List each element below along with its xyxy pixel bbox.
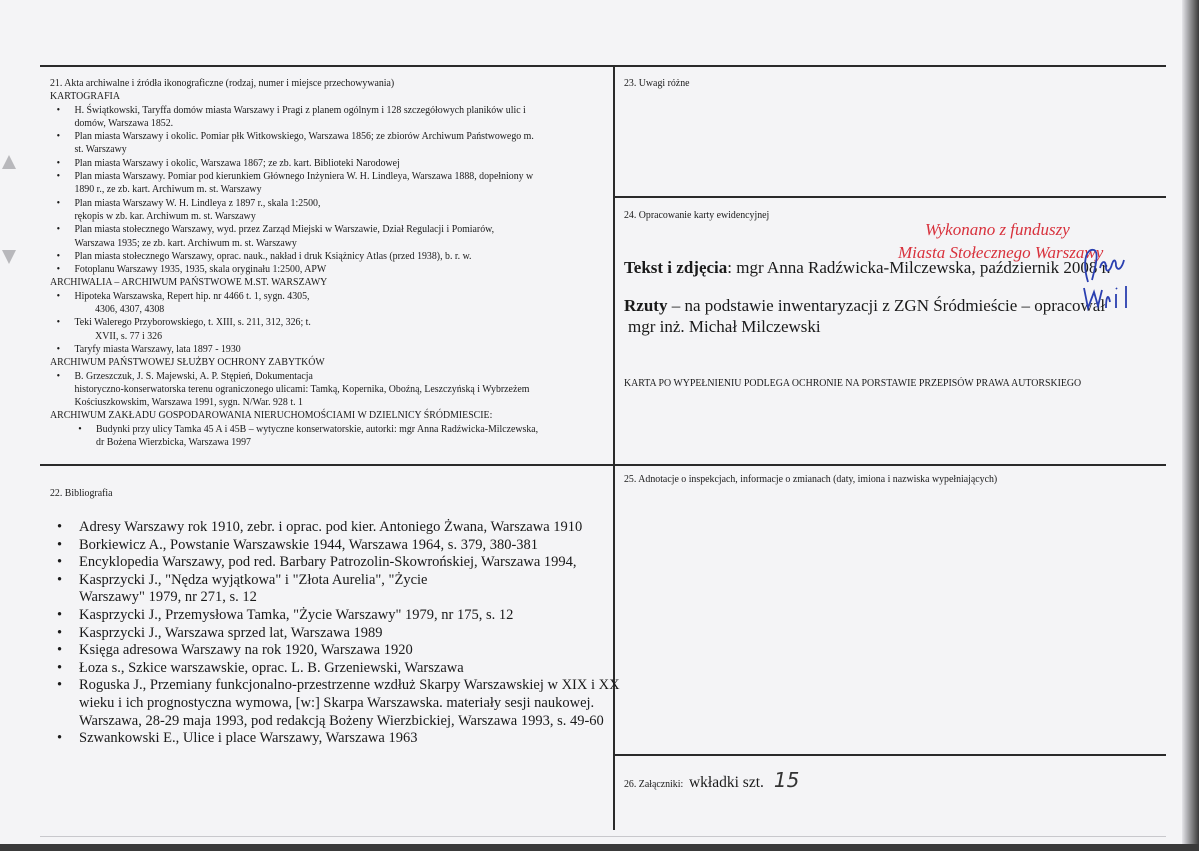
- kartografia-item-line: • Plan miasta stołecznego Warszawy, oprac. nauk., nakład i druk Książnicy Atlas (przed 1938), b. r. w.: [74, 250, 472, 262]
- kartografia-item-line: • Plan miasta Warszawy i okolic. Pomiar płk Witkowskiego, Warszawa 1856; ze zbiorów Archiwum Państwowego m.: [74, 131, 534, 143]
- bibliography-item: [41, 519, 620, 537]
- handwritten-count: 15: [773, 768, 800, 792]
- kartografia-item-line: • Fotoplanu Warszawy 1935, 1935, skala oryginału 1:2500, APW: [74, 264, 327, 276]
- kartografia-item-line: 1890 r., ze zb. kart. Archiwum m. st. Warszawy: [74, 184, 262, 196]
- kartografia-item-line: • Plan miasta Warszawy i okolic, Warszawa 1867; ze zb. kart. Biblioteki Narodowej: [74, 157, 400, 169]
- kartografia-item-line: • H. Świątkowski, Taryffa domów miasta Warszawy i Pragi z planem ogólnym i 128 szczegółowych planików ulic i: [74, 104, 526, 116]
- bibliography-item: [41, 625, 620, 643]
- bibliography-item: [41, 572, 620, 607]
- kartografia-item: [50, 170, 538, 197]
- psoz-item-line: • B. Grzeszczuk, J. S. Majewski, A. P. Stępień, Dokumentacja: [74, 370, 313, 382]
- bibliography-item: [41, 660, 620, 678]
- rzuty-value: – na podstawie inwentaryzacji z ZGN Śródmieście – opracował: [667, 296, 1106, 315]
- archiwalia-list: [50, 290, 538, 356]
- bibliography-item-line: • Encyklopedia Warszawy, pod red. Barbary Patrozolin-Skowrońskiej, Warszawa 1994,: [79, 554, 577, 571]
- scan-edge-bottom: [0, 844, 1199, 851]
- scan-edge-right: [1182, 0, 1199, 851]
- kartografia-item-line: • Plan miasta stołecznego Warszawy, wyd. przez Zarząd Miejski w Warszawie, Dział Regulacji i Pomiarów,: [74, 224, 495, 236]
- bibliography-item-line: • Kasprzycki J., "Nędza wyjątkowa" i "Złota Aurelia", "Życie: [79, 571, 428, 588]
- punch-mark: [2, 250, 16, 264]
- rzuty-label: Rzuty: [624, 296, 668, 315]
- bibliography-item-line: • Kasprzycki J., Warszawa sprzed lat, Warszawa 1989: [79, 624, 383, 641]
- section-26-title: 26. Załączniki:: [624, 779, 684, 790]
- bibliography-item-line: • Adresy Warszawy rok 1910, zebr. i oprac. pod kier. Antoniego Żwana, Warszawa 1910: [79, 519, 583, 535]
- kartografia-item: [50, 250, 538, 263]
- text-label: Tekst i zdjęcia: [624, 258, 728, 277]
- bibliography-item-line: Warszawy" 1979, nr 271, s. 12: [79, 589, 257, 606]
- funding-stamp-line1: Wykonano z funduszy: [925, 220, 1070, 239]
- psoz-item-line: historyczno-konserwatorska terenu ograniczonego ulicami: Tamką, Kopernika, Oboźną, Leszczyńską i Wybrzeżem: [74, 383, 530, 395]
- section-21: [50, 77, 538, 449]
- row-divider-left: [40, 464, 1166, 466]
- bibliography-list: [41, 519, 620, 748]
- bibliography-item: [41, 537, 620, 555]
- psoz-list: [50, 370, 538, 410]
- table-top-border: [40, 65, 1166, 67]
- bibliography-item-line: • Księga adresowa Warszawy na rok 1920, Warszawa 1920: [79, 642, 413, 659]
- attachments-value: wkładki szt.: [688, 774, 764, 791]
- section-22-title: 22. Bibliografia: [50, 488, 113, 499]
- row-divider-25-26: [614, 754, 1166, 756]
- bibliography-item-line: Warszawa, 28-29 maja 1993, pod redakcją Bożeny Wierzbickiej, Warszawa 1993, s. 49-60: [79, 712, 604, 729]
- archiwalia-item-line: • Hipoteka Warszawska, Repert hip. nr 4466 t. 1, sygn. 4305,: [74, 290, 310, 302]
- zgn-heading: ARCHIWUM ZAKŁADU GOSPODAROWANIA NIERUCHOMOŚCIAMI W DZIELNICY ŚRÓDMIESCIE:: [50, 410, 493, 422]
- section-23-title: 23. Uwagi różne: [624, 78, 690, 89]
- psoz-item-line: Kościuszkowskim, Warszawa 1991, sygn. N/War. 928 t. 1: [74, 397, 303, 409]
- text-and-photos-credit: [624, 258, 1111, 278]
- zgn-item: [50, 423, 538, 450]
- zgn-item-line: • Budynki przy ulicy Tamka 45 A i 45B – wytyczne konserwatorskie, autorki: mgr Anna Radźwicka-Milczewska,: [96, 423, 539, 435]
- kartografia-item: [50, 223, 538, 250]
- table-bottom-faint: [40, 836, 1166, 837]
- kartografia-item: [50, 263, 538, 276]
- signature: [1080, 242, 1140, 312]
- bibliography-item-line: • Szwankowski E., Ulice i place Warszawy, Warszawa 1963: [79, 730, 418, 747]
- bibliography-item-line: • Borkiewicz A., Powstanie Warszawskie 1944, Warszawa 1964, s. 379, 380-381: [79, 536, 539, 553]
- kartografia-item-line: • Plan miasta Warszawy. Pomiar pod kierunkiem Głównego Inżyniera W. H. Lindleya, Warszawa 1888, dopełniony w: [74, 171, 534, 183]
- archiwalia-item-line: XVII, s. 77 i 326: [95, 330, 163, 342]
- kartografia-item-line: Warszawa 1935; ze zb. kart. Archiwum m. st. Warszawy: [74, 237, 297, 249]
- rzuty-author: mgr inż. Michał Milczewski: [628, 317, 821, 336]
- kartografia-item-line: st. Warszawy: [74, 144, 127, 156]
- archiwalia-item: [50, 290, 538, 317]
- kartografia-item-line: rękopis w zb. kar. Archiwum m. st. Warszawy: [74, 210, 256, 222]
- archiwalia-item-line: • Teki Walerego Przyborowskiego, t. XIII, s. 211, 312, 326; t.: [74, 317, 311, 329]
- bibliography-item: [41, 607, 620, 625]
- archiwalia-item: [50, 316, 538, 343]
- bibliography-item-line: • Kasprzycki J., Przemysłowa Tamka, "Życie Warszawy" 1979, nr 175, s. 12: [79, 606, 514, 623]
- section-26: [624, 768, 799, 792]
- psoz-item: [50, 370, 538, 410]
- kartografia-item: [50, 197, 538, 224]
- archiwalia-item-line: 4306, 4307, 4308: [95, 304, 165, 316]
- punch-mark: [2, 155, 16, 169]
- zgn-list: [50, 423, 538, 450]
- archiwalia-item-line: • Taryfy miasta Warszawy, lata 1897 - 1930: [74, 343, 241, 355]
- section-24-title: 24. Opracowanie karty ewidencyjnej: [624, 210, 770, 221]
- bibliography-item-line: • Łoza s., Szkice warszawskie, oprac. L. B. Grzeniewski, Warszawa: [79, 659, 464, 676]
- text-value: : mgr Anna Radźwicka-Milczewska, październik 2008 r.: [727, 258, 1111, 277]
- kartografia-item-line: • Plan miasta Warszawy W. H. Lindleya z 1897 r., skala 1:2500,: [74, 197, 321, 209]
- section-21-title: 21. Akta archiwalne i źródła ikonograficzne (rodzaj, numer i miejsce przechowywania): [50, 78, 395, 89]
- drawings-credit: [624, 295, 1105, 337]
- kartografia-item: [50, 157, 538, 170]
- funding-stamp-line2: Miasta Stołecznego Warszawy: [898, 243, 1104, 262]
- bibliography-item: [41, 554, 620, 572]
- kartografia-list: [50, 104, 538, 277]
- archiwalia-item: [50, 343, 538, 356]
- kartografia-item-line: domów, Warszawa 1852.: [74, 117, 174, 129]
- psoz-heading: ARCHIWUM PAŃSTWOWEJ SŁUŻBY OCHRONY ZABYTKÓW: [50, 357, 325, 369]
- row-divider-23-24: [614, 196, 1166, 198]
- kartografia-item: [50, 130, 538, 157]
- bibliography-item: [41, 642, 620, 660]
- bibliography-item: [41, 677, 620, 730]
- archiwalia-heading: ARCHIWALIA – ARCHIWUM PAŃSTWOWE M.ST. WARSZAWY: [50, 277, 328, 289]
- zgn-item-line: dr Bożena Wierzbicka, Warszawa 1997: [96, 437, 251, 449]
- section-25-title: 25. Adnotacje o inspekcjach, informacje o zmianach (daty, imiona i nazwiska wypełniających): [624, 474, 998, 485]
- bibliography-item: [41, 730, 620, 748]
- bibliography-item-line: • Roguska J., Przemiany funkcjonalno-przestrzenne wzdłuż Skarpy Warszawskiej w XIX i XX: [79, 677, 620, 694]
- bibliography-item-line: wieku i ich prognostyczna wymowa, [w:] Skarpa Warszawska. materiały sesji naukowej.: [79, 694, 595, 711]
- kartografia-heading: KARTOGRAFIA: [50, 91, 120, 103]
- kartografia-item: [50, 104, 538, 131]
- copyright-notice: KARTA PO WYPEŁNIENIU PODLEGA OCHRONIE NA PORSTAWIE PRZEPISÓW PRAWA AUTORSKIEGO: [624, 378, 1082, 389]
